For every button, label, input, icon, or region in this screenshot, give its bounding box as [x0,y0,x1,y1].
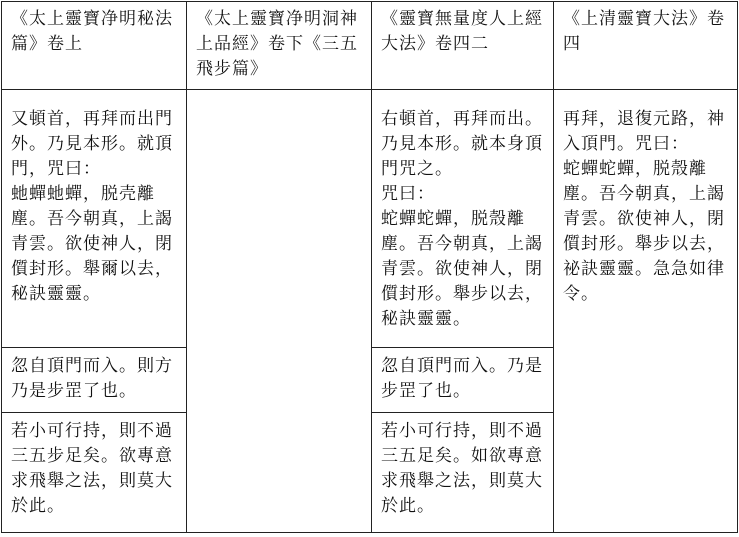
col1-passage-3: 若小可行持，則不過三五步足矣。欲專意求飛舉之法，則莫大於此。 [2,413,187,533]
table-row [2,90,738,348]
header-row [2,2,738,90]
header-cell-1: 《太上靈寶净明秘法篇》卷上 [2,2,187,90]
comparison-table [1,1,738,533]
col4-passage: 再拜，退復元路，神入頂門。咒曰： 蛇蟬蛇蟬，脱殼離塵。吾今朝真，上謁青雲。欲使神人，閉儨封形。舉步以去，祕訣靈靈。急急如律令。 [554,90,738,533]
header-cell-2: 《太上靈寶净明洞神上品經》卷下《三五飛步篇》 [187,2,372,90]
col3-passage-1: 右頓首，再拜而出。乃見本形。就本身頂門咒之。 咒曰： 蛇蟬蛇蟬，脱殼離塵。吾今朝真，上謁青雲。欲使神人，閉儨封形。舉步以去，秘訣靈靈。 [372,90,554,348]
col2-empty-cell [187,90,372,533]
col3-passage-2: 忽自頂門而入。乃是步罡了也。 [372,348,554,413]
col1-passage-1: 又頓首，再拜而出門外。乃見本形。就頂門，咒曰： 虵蟬虵蟬，脱壳離塵。吾今朝真，上謁青雲。欲使神人，閉儨封形。舉爾以去，秘訣靈靈。 [2,90,187,348]
col1-passage-2: 忽自頂門而入。則方乃是步罡了也。 [2,348,187,413]
header-cell-3: 《靈寶無量度人上經大法》卷四二 [372,2,554,90]
col3-passage-3: 若小可行持，則不過三五足矣。如欲專意求飛舉之法，則莫大於此。 [372,413,554,533]
header-cell-4: 《上清靈寶大法》卷四 [554,2,738,90]
